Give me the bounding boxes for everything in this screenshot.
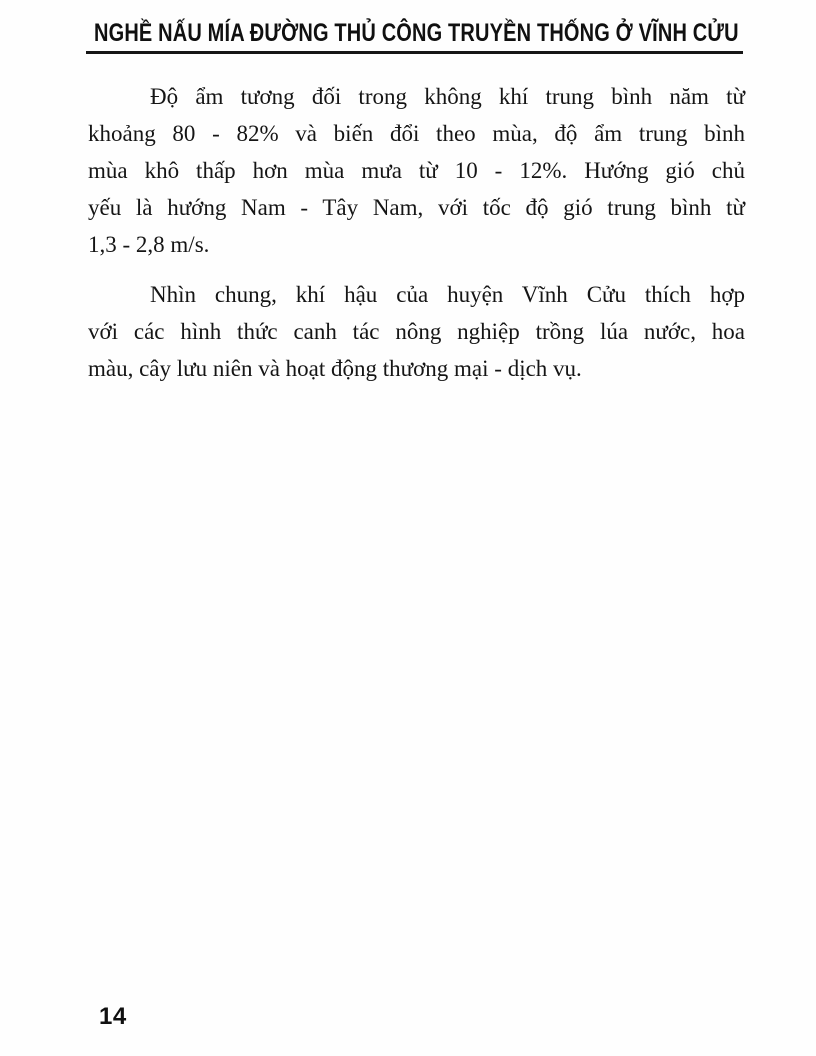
text-line: mùa khô thấp hơn mùa mưa từ 10 - 12%. Hướng gió chủ [88,158,745,183]
text-line: yếu là hướng Nam - Tây Nam, với tốc độ gió trung bình từ [88,195,745,220]
text-line: Độ ẩm tương đối trong không khí trung bình năm từ [150,84,745,109]
paragraph-climate-humidity [88,78,745,263]
text-line: khoảng 80 - 82% và biến đổi theo mùa, độ ẩm trung bình [88,121,745,146]
text-line: Nhìn chung, khí hậu của huyện Vĩnh Cửu thích hợp [150,282,745,307]
page-number: 14 [99,1003,127,1030]
paragraph-climate-summary [88,276,745,387]
running-head [86,20,743,54]
text-line: với các hình thức canh tác nông nghiệp trồng lúa nước, hoa [88,319,745,344]
page-body [88,78,745,387]
header-rule [86,51,743,54]
text-line: màu, cây lưu niên và hoạt động thương mại - dịch vụ. [88,356,582,381]
text-line: 1,3 - 2,8 m/s. [88,232,210,257]
running-head-title: NGHỀ NẤU MÍA ĐƯỜNG THỦ CÔNG TRUYỀN THỐNG Ở VĨNH CỬU [94,19,739,47]
